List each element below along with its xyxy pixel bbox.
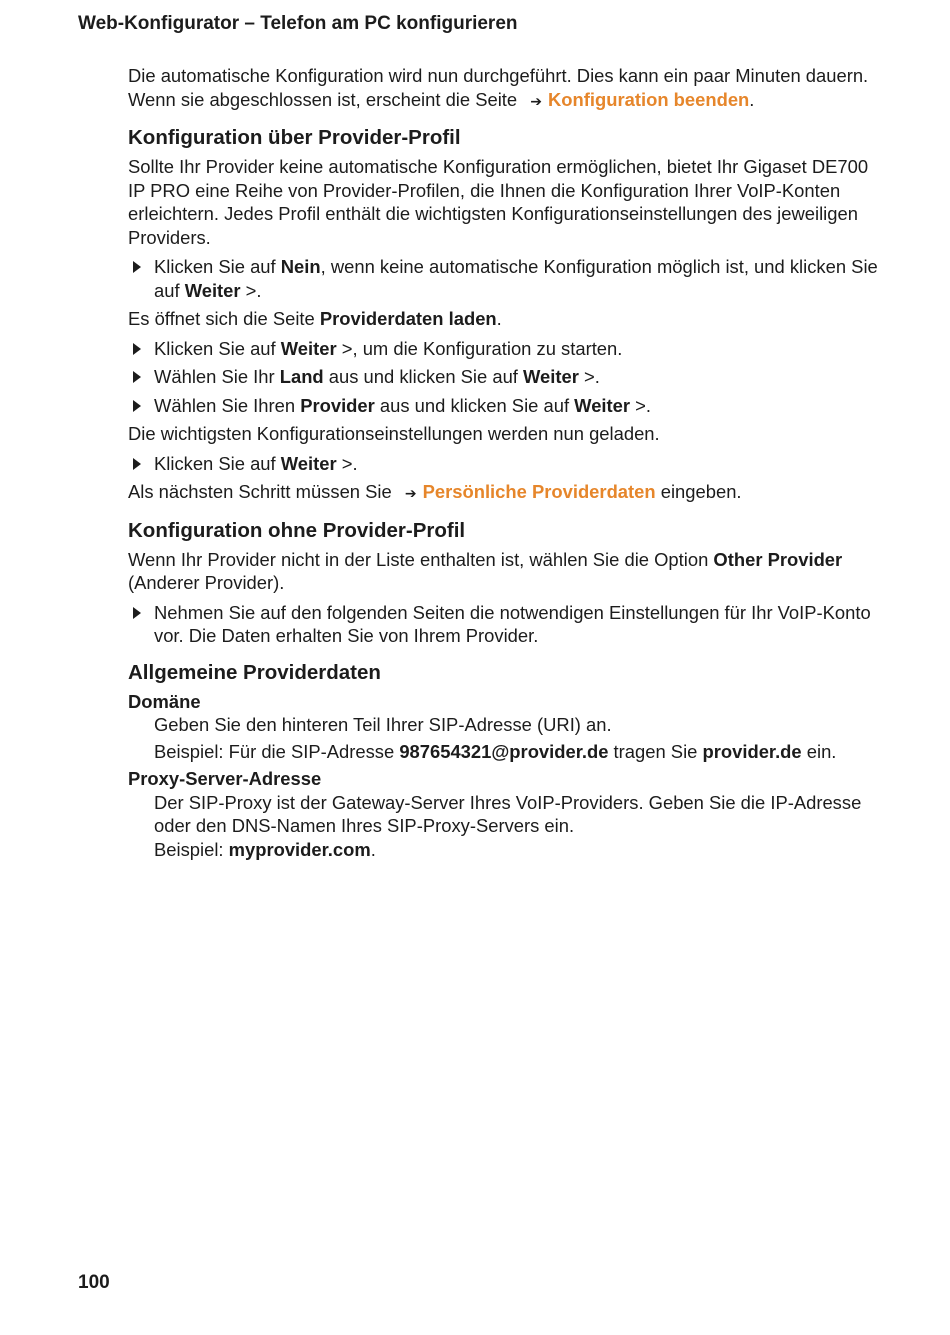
page-content xyxy=(128,64,880,865)
triangle-right-icon xyxy=(133,400,141,412)
heading-ohne-provider-profil: Konfiguration ohne Provider-Profil xyxy=(128,518,466,542)
step-enter-settings: Nehmen Sie auf den folgenden Seiten die notwendigen Einstellungen für Ihr VoIP-Konto vor. Die Daten erhalten Sie von Ihrem Provider. xyxy=(128,601,880,648)
heading-allgemeine-providerdaten: Allgemeine Providerdaten xyxy=(128,660,381,684)
intro-text: Die automatische Konfiguration wird nun durchgeführt. Dies kann ein paar Minuten dauern. Wenn sie abgeschlossen ist, erscheint die Seite xyxy=(128,65,869,110)
step-start-config: Klicken Sie auf Weiter >, um die Konfiguration zu starten. xyxy=(128,337,880,361)
triangle-right-icon xyxy=(133,458,141,470)
triangle-right-icon xyxy=(133,261,141,273)
step-click-weiter: Klicken Sie auf Weiter >. xyxy=(128,452,880,476)
link-konfiguration-beenden[interactable]: Konfiguration beenden xyxy=(548,88,750,110)
heading-provider-profil: Konfiguration über Provider-Profil xyxy=(128,126,461,149)
domain-description: Geben Sie den hinteren Teil Ihrer SIP-Adresse (URI) an. xyxy=(154,714,612,735)
other-provider-paragraph: Wenn Ihr Provider nicht in der Liste enthalten ist, wählen Sie die Option Other Provider (Anderer Provider). xyxy=(128,548,843,593)
term-domaene: Domäne xyxy=(128,690,201,712)
step-select-provider: Wählen Sie Ihren Provider aus und klicken Sie auf Weiter >. xyxy=(128,394,880,418)
running-header: Web-Konfigurator – Telefon am PC konfigurieren xyxy=(78,13,518,34)
triangle-right-icon xyxy=(133,371,141,383)
step-select-country: Wählen Sie Ihr Land aus und klicken Sie auf Weiter >. xyxy=(128,365,880,389)
proxy-description: Der SIP-Proxy ist der Gateway-Server Ihres VoIP-Providers. Geben Sie die IP-Adresse oder den DNS-Namen Ihres SIP-Proxy-Servers ein. xyxy=(154,791,862,836)
next-step-text: Als nächsten Schritt müssen Sie ➔ Persönliche Providerdaten eingeben. xyxy=(128,480,880,506)
domain-example: Beispiel: Für die SIP-Adresse 987654321@provider.de tragen Sie provider.de ein. xyxy=(154,740,837,762)
triangle-right-icon xyxy=(133,343,141,355)
provider-profil-paragraph: Sollte Ihr Provider keine automatische Konfiguration ermöglichen, bietet Ihr Gigaset DE700 IP PRO eine Reihe von Provider-Profilen, die Ihnen die Konfiguration Ihrer VoIP-Konten erleichtern. Jedes Profil enthält die wichtigsten Konfigurationseinstellungen des jeweiligen Providers. xyxy=(128,156,869,248)
arrow-right-icon: ➔ xyxy=(530,92,543,109)
arrow-right-icon: ➔ xyxy=(404,485,417,501)
settings-loaded-text: Die wichtigsten Konfigurationseinstellungen werden nun geladen. xyxy=(128,423,660,444)
step-click-nein: Klicken Sie auf Nein, wenn keine automatische Konfiguration möglich ist, und klicken Sie auf Weiter >. xyxy=(128,255,880,302)
triangle-right-icon xyxy=(133,607,141,619)
page-number: 100 xyxy=(78,1272,110,1293)
opens-page-text: Es öffnet sich die Seite Providerdaten laden. xyxy=(128,308,502,329)
term-proxy-server-adresse: Proxy-Server-Adresse xyxy=(128,768,322,789)
link-persoenliche-providerdaten[interactable]: Persönliche Providerdaten xyxy=(422,481,656,502)
proxy-example: Beispiel: myprovider.com. xyxy=(154,838,376,860)
intro-paragraph: Die automatische Konfiguration wird nun durchgeführt. Dies kann ein paar Minuten dauern. Wenn sie abgeschlossen ist, erscheint die Seite ➔ Konfiguration beenden. xyxy=(128,64,880,113)
